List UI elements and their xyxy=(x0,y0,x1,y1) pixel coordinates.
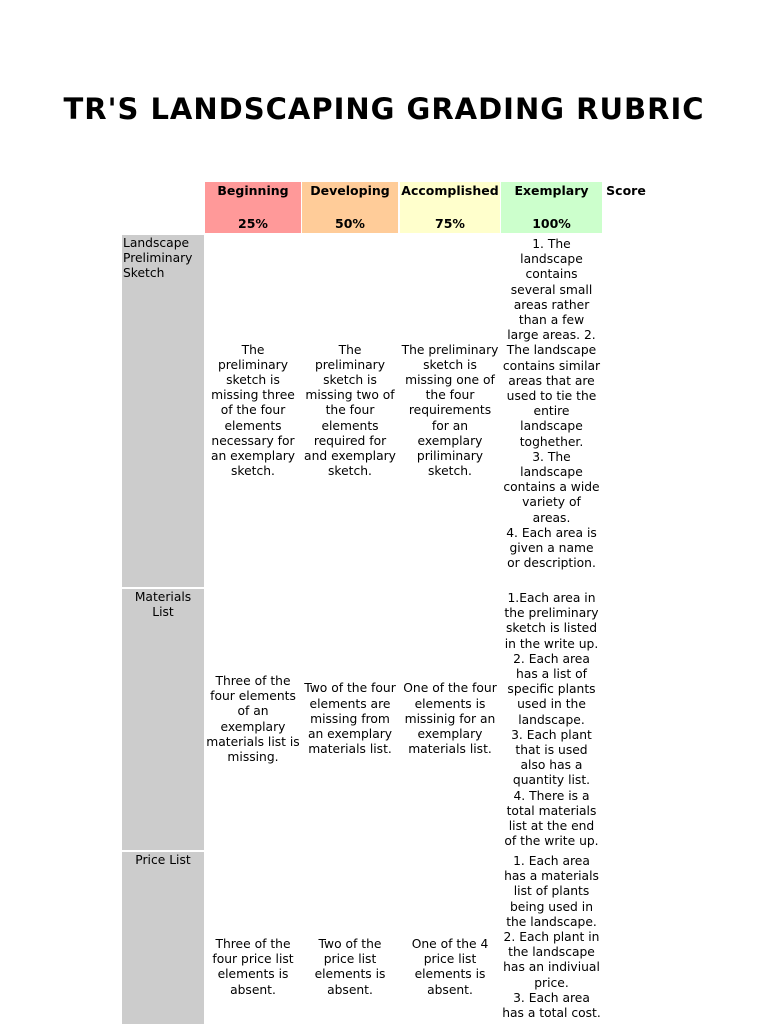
header-accomplished xyxy=(400,182,500,233)
cell-price-beginning xyxy=(205,852,301,1024)
cell-materials-exemplary xyxy=(501,589,602,850)
header-beginning xyxy=(205,182,301,233)
row-label-text: Landscape Preliminary Sketch xyxy=(123,236,193,281)
cell-sketch-beginning xyxy=(205,235,301,587)
criteria-text: One of the 4 price list elements is absent. xyxy=(411,937,489,997)
criteria-text: The preliminary sketch is missing three of the four elements necessary for an exemplary sketch. xyxy=(210,342,296,479)
header-developing xyxy=(302,182,398,233)
criteria-text: 1.Each area in the preliminary sketch is listed in the write up. xyxy=(504,591,599,651)
header-score xyxy=(604,182,648,202)
header-developing-percent: 50% xyxy=(335,216,365,231)
criteria-text: 3. Each area has a total cost. xyxy=(502,990,601,1021)
criteria-text: 1. The landscape contains several small areas rather than a few large areas. 2. The landscape contains similar areas that are used to tie the entire landscape toghether. xyxy=(502,237,601,449)
row-label-text: Materials List xyxy=(134,590,192,620)
header-beginning-percent: 25% xyxy=(238,216,268,231)
criteria-text: Two of the four elements are missing from an exemplary materials list. xyxy=(304,681,396,757)
cell-price-exemplary xyxy=(501,852,602,1024)
criteria-text: 4. There is a total materials list at the end of the write up. xyxy=(504,788,599,849)
criteria-text: 1. Each area has a materials list of plants being used in the landscape. xyxy=(504,854,599,929)
row-label-materials-list xyxy=(122,589,204,850)
row-label-text: Price List xyxy=(135,853,191,867)
cell-price-developing xyxy=(302,852,398,1024)
criteria-text: 2. Each plant in the landscape has an indiviual price. xyxy=(503,930,600,990)
criteria-text: The preliminary sketch is missing one of the four requirements for an exemplary priliminary sketch. xyxy=(401,342,499,479)
cell-price-accomplished xyxy=(400,852,500,1024)
header-exemplary xyxy=(501,182,602,233)
criteria-text: 2. Each area has a list of specific plants used in the landscape. xyxy=(507,651,596,727)
header-exemplary-percent: 100% xyxy=(532,216,571,231)
page-title: TR'S LANDSCAPING GRADING RUBRIC xyxy=(63,92,705,126)
header-score-label: Score xyxy=(606,183,646,198)
cell-sketch-accomplished xyxy=(400,235,500,587)
header-developing-label: Developing xyxy=(310,183,390,198)
row-label-preliminary-sketch xyxy=(122,235,204,587)
criteria-text: 3. Each plant that is used also has a quantity list. xyxy=(511,727,592,788)
header-exemplary-label: Exemplary xyxy=(514,183,589,198)
cell-sketch-exemplary xyxy=(501,235,602,587)
cell-materials-beginning xyxy=(205,589,301,850)
criteria-text: Three of the four price list elements is absent. xyxy=(212,937,294,997)
header-accomplished-label: Accomplished xyxy=(401,183,499,198)
criteria-text: 4. Each area is given a name or description. xyxy=(506,525,597,571)
header-beginning-label: Beginning xyxy=(217,183,289,198)
criteria-text: Three of the four elements of an exemplary materials list is missing. xyxy=(206,673,300,764)
criteria-text: One of the four elements is missinig for an exemplary materials list. xyxy=(403,681,497,757)
row-label-price-list xyxy=(122,852,204,1024)
header-accomplished-percent: 75% xyxy=(435,216,465,231)
criteria-text: Two of the price list elements is absent. xyxy=(314,937,386,997)
cell-materials-accomplished xyxy=(400,589,500,850)
cell-materials-developing xyxy=(302,589,398,850)
cell-sketch-developing xyxy=(302,235,398,587)
criteria-text: The preliminary sketch is missing two of the four elements required for and exemplary sketch. xyxy=(304,342,396,479)
criteria-text: 3. The landscape contains a wide variety of areas. xyxy=(503,449,600,525)
